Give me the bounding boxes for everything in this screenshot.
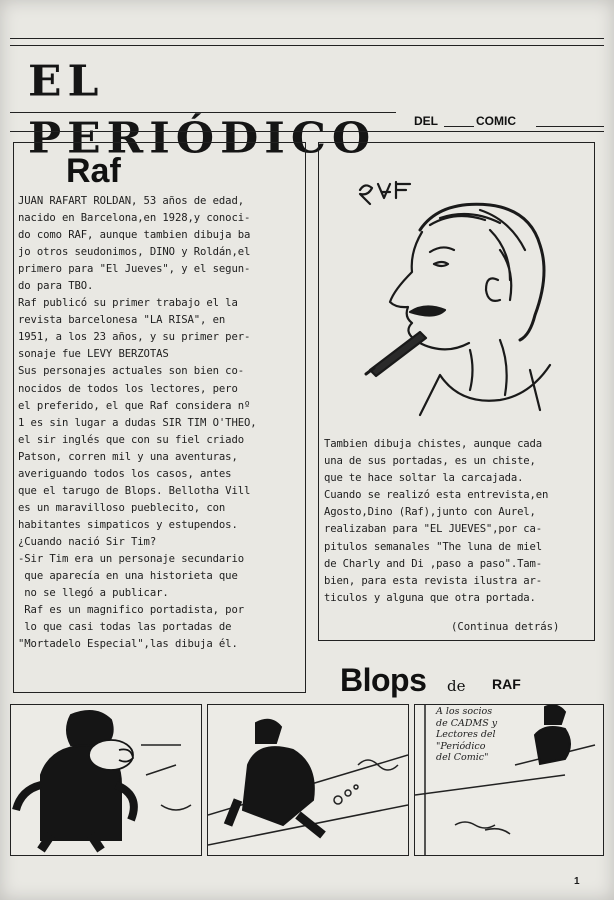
masthead-comic: COMIC: [476, 114, 516, 128]
masthead-del: DEL: [414, 114, 438, 128]
masthead-title: EL PERIÓDICO: [28, 57, 377, 163]
comic-panel-1: [10, 704, 202, 856]
continued-note: (Continua detrás): [451, 621, 560, 633]
masthead-rule-top: [10, 38, 604, 39]
article-heading: Raf: [66, 152, 121, 190]
policeman-figure-1: [11, 705, 201, 855]
masthead-rule-end: [536, 126, 604, 127]
comic-strip-by: de: [447, 677, 466, 695]
article-body-right: Tambien dibuja chistes, aunque cada una de sus portadas, es un chiste, que te hace soltar la carcajada. Cuando se realizó esta entrevista,en Agosto,Dino (Raf),junto con Aurel, realizaban para "EL JUEVES",por ca- pitulos semanales "The luna de miel de Charly and Di ,paso a paso".Tam- bien, para esta revista ilustra ar- ticulos y alguna que otra portada.: [324, 438, 549, 604]
masthead-rule-top-2: [10, 45, 604, 46]
caricature-portrait: [330, 170, 570, 430]
comic-dedication: A los socios de CADMS y Lectores del "Periódico del Comic": [436, 706, 498, 763]
comic-strip-author: RAF: [492, 676, 521, 692]
policeman-figure-2: [208, 705, 408, 855]
masthead-rule-bottom: [10, 131, 604, 132]
masthead-rule-mid: [10, 112, 396, 113]
page-number: 1: [574, 876, 580, 887]
masthead-rule-between: [444, 126, 474, 127]
comic-panel-2: [207, 704, 409, 856]
comic-strip-title: Blops: [340, 662, 427, 698]
article-body-left: JUAN RAFART ROLDAN, 53 años de edad, nacido en Barcelona,en 1928,y conoci- do como RAF, aunque tambien dibuja ba jo otros seudonimos, DINO y Roldán,el primero para "El Jueves", y el segun- do para TBO. Raf publicó su primer trabajo el la revista barcelonesa "LA RISA", en 1951, a los 23 años, y su primer per- sonaje fue LEVY BERZOTAS Sus personajes actuales son bien co- nocidos de todos los lectores, pero el preferido, el que Raf considera nº 1 es sin lugar a dudas SIR TIM O'THEO, el sir inglés que con su fiel criado Patson, corren mil y una aventuras, averiguando todos los casos, antes que el tarugo de Blops. Bellotha Vill es un maravilloso pueblecito, con habitantes simpaticos y estupendos. ¿Cuando nació Sir Tim? -Sir Tim era un personaje secundario que aparecía en una historieta que no se llegó a publicar. Raf es un magnifico portadista, por lo que casi todas las portadas de "Mortadelo Especial",las dibuja él.: [18, 195, 257, 651]
